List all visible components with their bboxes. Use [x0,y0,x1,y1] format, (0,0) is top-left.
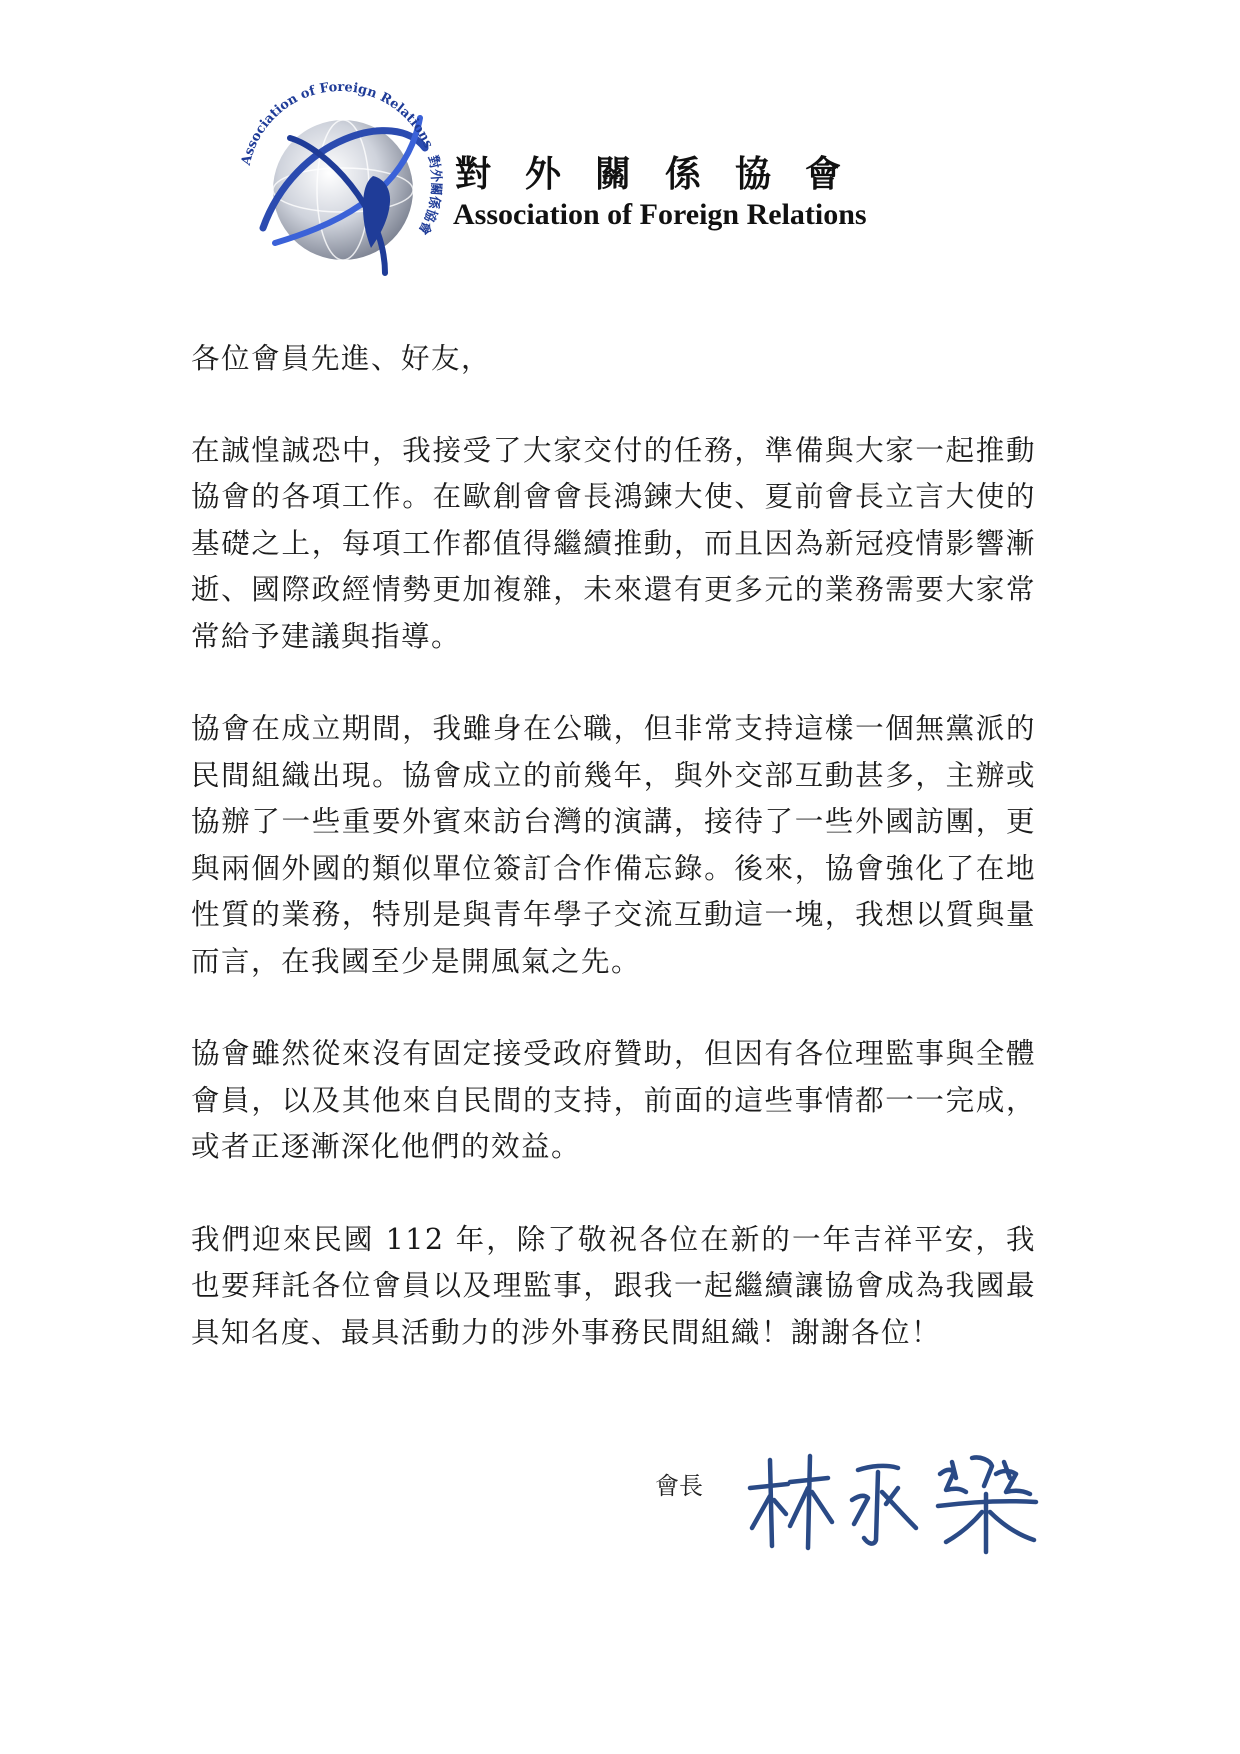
letter-body [191,336,1036,1402]
signature-block [655,1448,1075,1568]
letterhead [235,78,995,288]
handwritten-signature [740,1448,1050,1558]
salutation: 各位會員先進、好友， [191,342,492,375]
signatory-title: 會長 [655,1472,703,1500]
letter-paragraph-4: 我們迎來民國 112 年，除了敬祝各位在新的一年吉祥平安，我也要拜託各位會員以及理監事，跟我一起繼續讓協會成為我國最具知名度、最具活動力的涉外事務民間組織！謝謝各位！ [191,1222,1036,1349]
letter-paragraph-2: 協會在成立期間，我雖身在公職，但非常支持這樣一個無黨派的民間組織出現。協會成立的前幾年，與外交部互動甚多，主辦或協辦了一些重要外賓來訪台灣的演講，接待了一些外國訪團，更與兩個外國的類似單位簽訂合作備忘錄。後來，協會強化了在地性質的業務，特別是與青年學子交流互動這一塊，我想以質與量而言，在我國至少是開風氣之先。 [191,712,1036,978]
letter-paragraph-3: 協會雖然從來沒有固定接受政府贊助，但因有各位理監事與全體會員，以及其他來自民間的支持，前面的這些事情都一一完成，或者正逐漸深化他們的效益。 [191,1037,1036,1163]
globe-taiwan-logo-icon [235,78,445,288]
org-name-chinese: 對外關係協會 [455,153,876,195]
letter-paragraph-1: 在誠惶誠恐中，我接受了大家交付的任務，準備與大家一起推動協會的各項工作。在歐創會會長鴻鍊大使、夏前會長立言大使的基礎之上，每項工作都值得繼續推動，而且因為新冠疫情影響漸逝、國際政經情勢更加複雜，未來還有更多元的業務需要大家常常給予建議與指導。 [191,433,1036,653]
logo-ring-text: Association of Foreign Relations 對外關係協會 [238,79,444,237]
org-name-english: Association of Foreign Relations [453,198,867,231]
